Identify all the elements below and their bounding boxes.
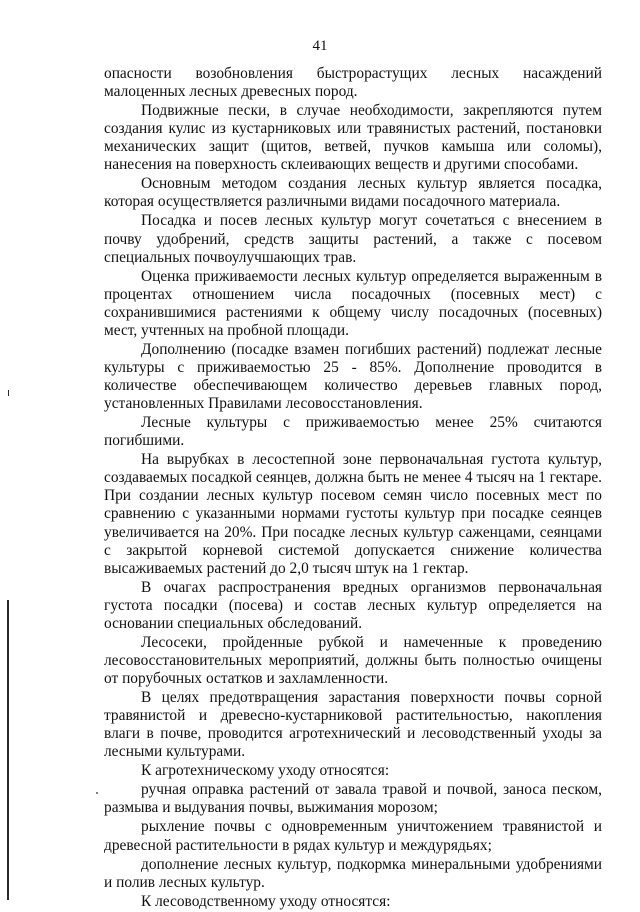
paragraph: Лесосеки, пройденные рубкой и намеченные к проведению лесовосстановительных мероприятий, должны быть полностью очищены от порубочных остатков и захламленности. — [104, 633, 602, 688]
paragraph: опасности возобновления быстрорастущих лесных насаждений малоценных лесных древесных пород. — [104, 65, 602, 101]
paragraph: ручная оправка растений от завала травой и почвой, заноса песком, размыва и выдувания почвы, выжимания морозом; — [104, 781, 602, 817]
paragraph: В очагах распространения вредных организмов первоначальная густота посадки (посева) и состав лесных культур определяется на основании специальных обследований. — [104, 578, 602, 632]
paragraph: дополнение лесных культур, подкормка минеральными удобрениями и полив лесных культур. — [104, 855, 602, 891]
paragraph: Лесные культуры с приживаемостью менее 25% считаются погибшими. — [104, 414, 602, 450]
page-number: 41 — [312, 38, 328, 54]
paragraph: рыхление почвы с одновременным уничтожением травянистой и древесной растительности в рядах культур и междурядьях; — [104, 818, 602, 854]
scan-dot-mark — [96, 792, 98, 794]
scan-edge-mark — [7, 600, 9, 900]
scan-edge-mark — [8, 390, 9, 396]
paragraph: На вырубках в лесостепной зоне первоначальная густота культур, создаваемых посадкой сеянцев, должна быть не менее 4 тысяч на 1 гектаре. При создании лесных культур посевом семян число посевных мест по сравнению с указанными нормами густоты культур при посадке сеянцев увеличивается на 20%. При посадке лесных культур саженцами, сеянцами с закрытой корневой системой допускается снижение количества высаживаемых растений до 2,0 тысяч штук на 1 гектар. — [104, 451, 602, 577]
paragraph: К агротехническому уходу относятся: — [141, 762, 390, 780]
paragraph: В целях предотвращения зарастания поверхности почвы сорной травянистой и древесно-кустарниковой растительностью, накопления влаги в почве, проводится агротехнический и лесоводственный уходы за лесными культурами. — [104, 689, 602, 761]
document-body — [104, 65, 602, 912]
paragraph: Основным методом создания лесных культур является посадка, которая осуществляется различными видами посадочного материала. — [104, 175, 602, 211]
paragraph: Подвижные пески, в случае необходимости, закрепляются путем создания кулис из кустарниковых или травянистых растений, постановки механических защит (щитов, ветвей, пучков камыша или соломы), нанесения на поверхность склеивающих веществ и другими способами. — [104, 102, 602, 174]
paragraph: К лесоводственному уходу относятся: — [141, 892, 391, 910]
paragraph: Дополнению (посадке взамен погибших растений) подлежат лесные культуры с приживаемостью 25 - 85%. Дополнение проводится в количестве обеспечивающем количество деревьев главных пород, установленных Правилами лесовосстановления. — [104, 340, 602, 413]
paragraph: Оценка приживаемости лесных культур определяется выраженным в процентах отношением числа посадочных (посевных мест) с сохранившимися растениями к общему числу посадочных (посевных) мест, учтенных на пробной площади. — [104, 267, 602, 339]
paragraph: Посадка и посев лесных культур могут сочетаться с внесением в почву удобрений, средств защиты растений, а также с посевом специальных почвоулучшающих трав. — [104, 212, 602, 266]
